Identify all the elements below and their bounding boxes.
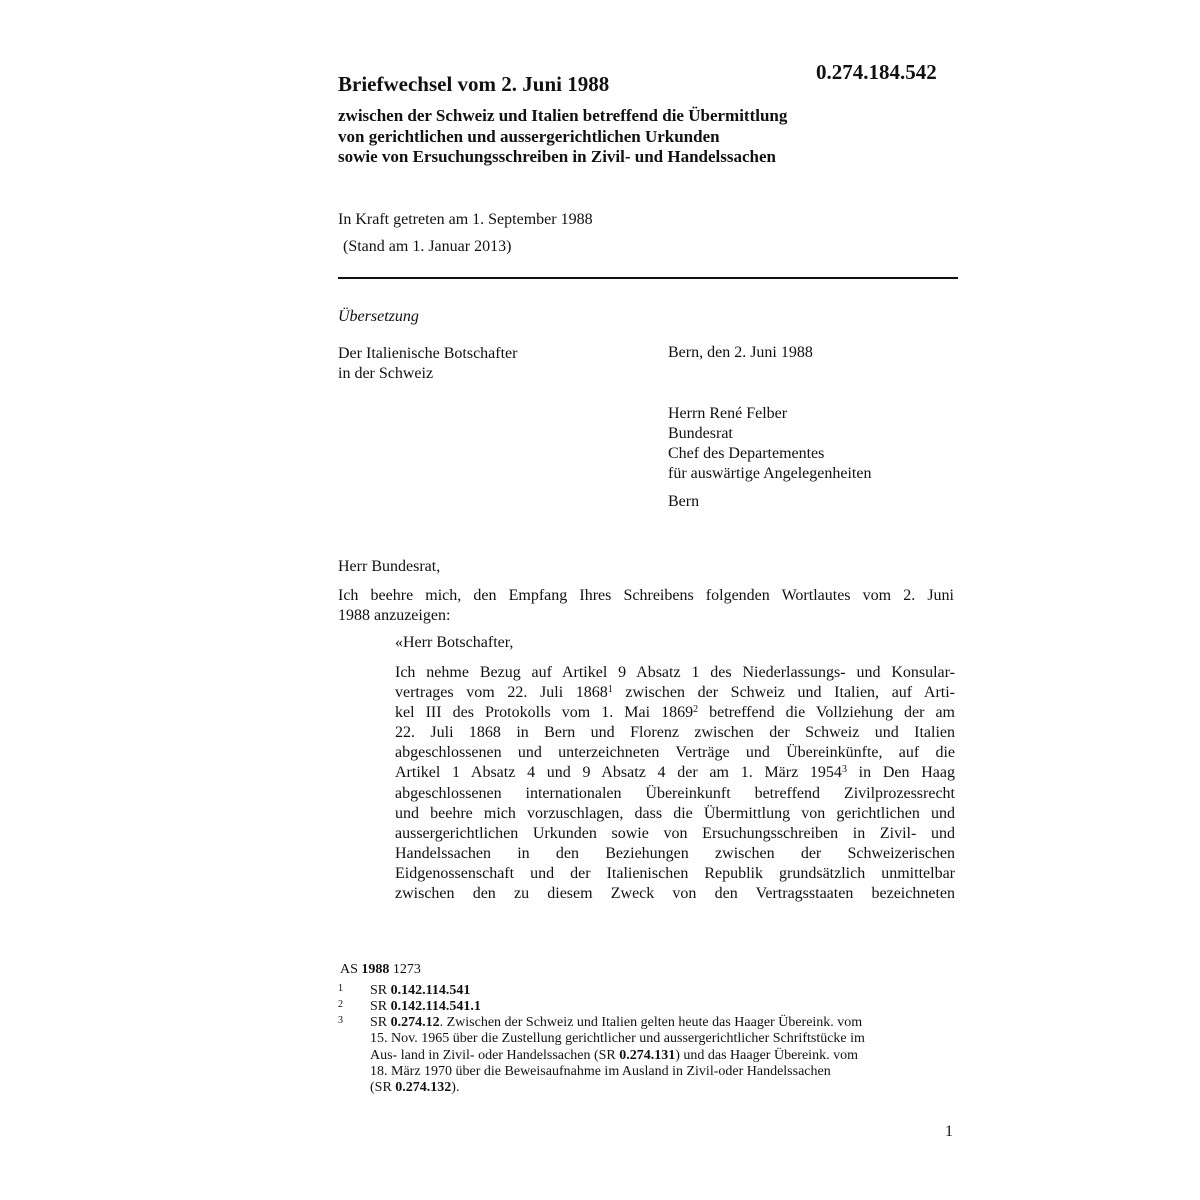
in-force-date: In Kraft getreten am 1. September 1988 (338, 211, 593, 228)
document-subtitle (338, 106, 787, 168)
body-line: Eidgenossenschaft und der Italienischen Republik grundsätzlich unmittelbar (395, 864, 955, 882)
body-text: betreffend die Vollziehung der am (698, 704, 955, 722)
footnote-number: 2 (338, 999, 343, 1010)
quote-salutation: «Herr Botschafter, (395, 634, 514, 651)
footnote-prefix: SR (370, 983, 391, 998)
recipient-line: Bundesrat (668, 425, 733, 442)
page-number: 1 (945, 1123, 953, 1140)
footnote-prefix: SR (370, 1015, 391, 1030)
as-page: 1273 (389, 962, 421, 977)
salutation: Herr Bundesrat, (338, 558, 441, 575)
body-text: vertrages vom 22. Juli 1868 (395, 684, 608, 702)
recipient-block (668, 404, 871, 484)
body-line (395, 763, 955, 783)
document-title: Briefwechsel vom 2. Juni 1988 (338, 72, 610, 96)
footnote-line-text: . Zwischen der Schweiz und Italien gelten heute das Haager Übereink. vom (439, 1015, 863, 1030)
footnote-text (370, 983, 970, 999)
body-line: abgeschlossenen und unterzeichneten Verträge und Übereinkünfte, auf die (395, 744, 955, 762)
footnote-line: 15. Nov. 1965 über die Zustellung gerichtlicher und aussergerichtlicher Schriftstücke im (370, 1031, 865, 1047)
footnote-number: 3 (338, 1015, 343, 1026)
footnote-sr-link[interactable]: 0.274.131 (619, 1047, 676, 1063)
footnote-line (370, 1080, 970, 1096)
footnote-sr-link[interactable]: 0.142.114.541.1 (390, 999, 481, 1014)
footnote-sr-link[interactable]: 0.274.132 (395, 1080, 452, 1096)
subtitle-line: sowie von Ersuchungsschreiben in Zivil- und Handelssachen (338, 147, 777, 166)
recipient-city: Bern (668, 493, 700, 510)
footnote-ref-2[interactable]: 2 (693, 704, 699, 716)
sender-line: Der Italienische Botschafter (338, 345, 518, 362)
sender-line: in der Schweiz (338, 365, 434, 382)
body-line: Ich nehme Bezug auf Artikel 9 Absatz 1 des Niederlassungs- und Konsular- (395, 664, 955, 681)
header-divider (338, 277, 958, 279)
recipient-line: Chef des Departementes (668, 445, 825, 462)
body-line: und beehre mich vorzuschlagen, dass die Übermittlung von gerichtlichen und (395, 804, 955, 822)
subtitle-line: zwischen der Schweiz und Italien betreffend die Übermittlung (338, 106, 788, 125)
intro-line: Ich beehre mich, den Empfang Ihres Schreibens folgenden Wortlautes vom 2. Juni (338, 587, 954, 604)
body-text: in Den Haag (846, 764, 955, 782)
footnote-text (370, 999, 970, 1015)
footnote-sr-link[interactable]: 0.142.114.541 (390, 983, 471, 998)
footnote-ref-1[interactable]: 1 (607, 684, 613, 696)
sr-number: 0.274.184.542 (816, 60, 937, 84)
body-text: Artikel 1 Absatz 4 und 9 Absatz 4 der am 1. März 1954 (395, 764, 842, 782)
intro-line: 1988 anzuzeigen: (338, 607, 451, 624)
letter-body (395, 663, 955, 904)
footnote-line: 18. März 1970 über die Beweisaufnahme im Ausland in Zivil-oder Handelssachen (370, 1063, 831, 1079)
body-line (395, 703, 955, 723)
body-line: aussergerichtlichen Urkunden sowie von Ersuchungsschreiben in Zivil- und (395, 824, 955, 842)
body-text: kel III des Protokolls vom 1. Mai 1869 (395, 704, 694, 722)
body-line: Handelssachen in den Beziehungen zwischen der Schweizerischen (395, 844, 955, 862)
translation-label: Übersetzung (338, 308, 419, 325)
footnote-line-text: Aus- land in Zivil- oder Handelssachen (SR (370, 1047, 620, 1063)
footnote-prefix: SR (370, 999, 391, 1014)
body-text: zwischen der Schweiz und Italien, auf Arti- (612, 684, 955, 702)
sender-block (338, 344, 517, 384)
footnote-sr-link[interactable]: 0.274.12 (390, 1015, 440, 1030)
footnote-line-text: (SR (370, 1080, 396, 1096)
footnote-number: 1 (338, 983, 343, 994)
status-date: (Stand am 1. Januar 2013) (343, 238, 512, 255)
body-line: zwischen den zu diesem Zweck von den Vertragsstaaten bezeichneten (395, 885, 955, 903)
footnote-line-text: ) und das Haager Übereink. vom (675, 1047, 858, 1063)
as-reference (340, 962, 421, 978)
recipient-line: für auswärtige Angelegenheiten (668, 465, 872, 482)
body-line: 22. Juli 1868 in Bern und Florenz zwischen der Schweiz und Italien (395, 724, 955, 742)
footnote-ref-3[interactable]: 3 (841, 764, 847, 776)
body-line: abgeschlossenen internationalen Übereinkunft betreffend Zivilprozessrecht (395, 784, 955, 802)
subtitle-line: von gerichtlichen und aussergerichtlichen Urkunden (338, 126, 720, 146)
recipient-line: Herrn René Felber (668, 405, 788, 422)
place-date: Bern, den 2. Juni 1988 (668, 344, 813, 361)
footnote-line-text: ). (451, 1080, 460, 1096)
intro-paragraph (338, 586, 954, 626)
as-year: 1988 (361, 962, 390, 977)
footnote-text (370, 1015, 970, 1096)
footnote-line (370, 1015, 970, 1031)
as-prefix: AS (340, 962, 362, 977)
footnote-line (370, 1048, 970, 1064)
body-line (395, 683, 955, 703)
